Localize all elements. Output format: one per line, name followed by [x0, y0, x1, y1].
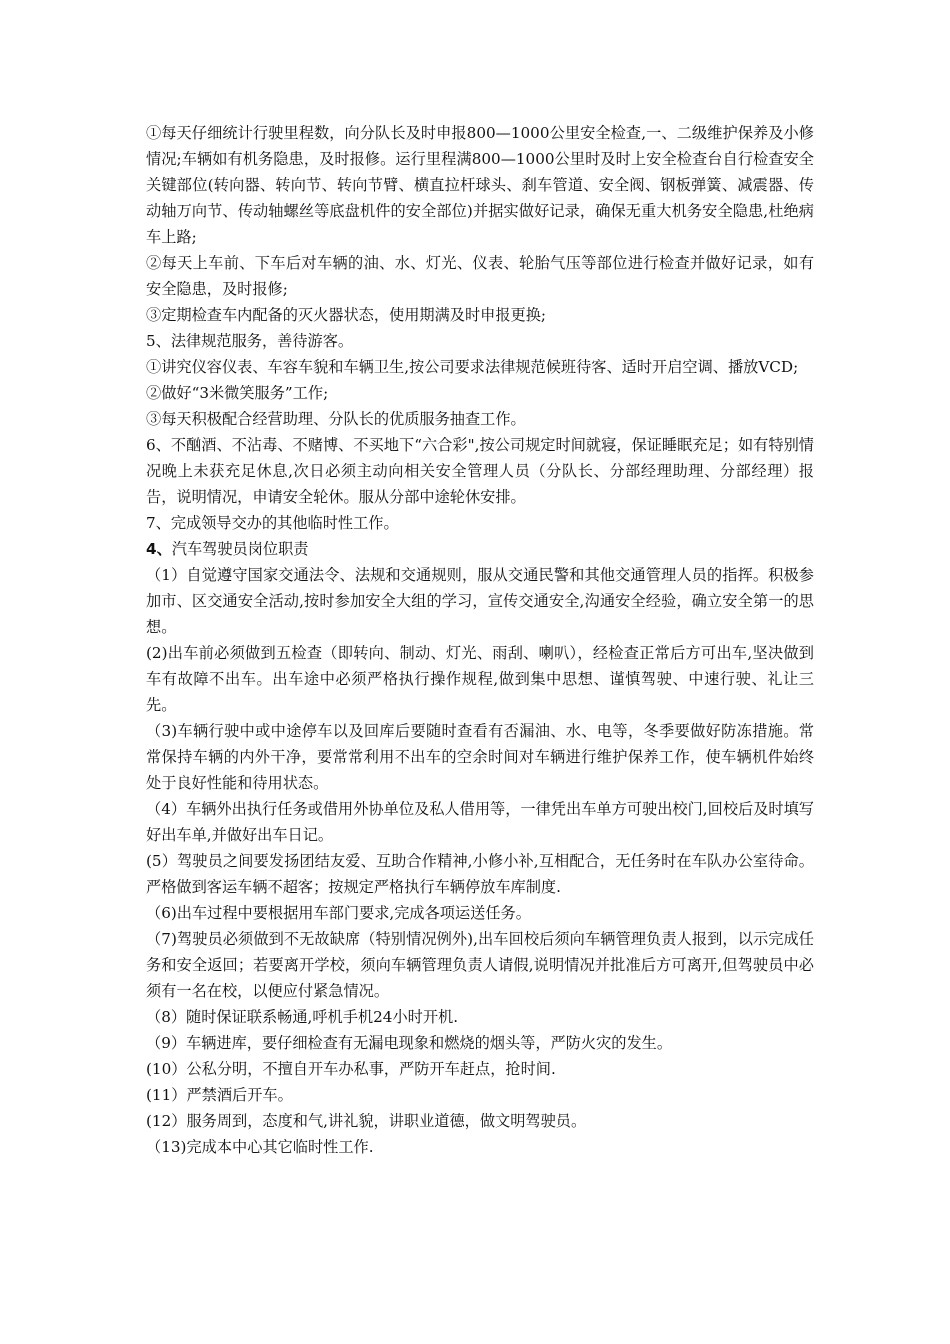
- section-heading-title: 汽车驾驶员岗位职责: [171, 540, 309, 558]
- paragraph-daily-mileage-check: ①每天仔细统计行驶里程数，向分队长及时申报800—1000公里安全检查,一、二级维护保养及小修情况;车辆如有机务隐患，及时报修。运行里程满800—1000公里时及时上安全检查台自行检查安全关键部位(转向器、转向节、转向节臂、横直拉杆球头、刹车管道、安全阀、钢板弹簧、减震器、传动轴万向节、传动轴螺丝等底盘机件的安全部位)并据实做好记录，确保无重大机务安全隐患,杜绝病车上路;: [146, 124, 814, 246]
- duty-item: (5）驾驶员之间要发扬团结友爱、互助合作精神,小修小补,互相配合，无任务时在车队办公室待命。严格做到客运车辆不超客；按规定严格执行车辆停放车库制度.: [146, 852, 814, 896]
- paragraph-fire-extinguisher-check: ③定期检查车内配备的灭火器状态，使用期满及时申报更换;: [146, 306, 546, 324]
- duty-item: (2)出车前必须做到五检查（即转向、制动、灯光、雨刮、喇叭），经检查正常后方可出车,坚决做到车有故障不出车。出车途中必须严格执行操作规程,做到集中思想、谨慎驾驶、中速行驶、礼让三先。: [146, 644, 814, 714]
- document-page: [146, 120, 814, 1160]
- paragraph-pre-trip-inspection: ②每天上车前、下车后对车辆的油、水、灯光、仪表、轮胎气压等部位进行检查并做好记录，如有安全隐患，及时报修;: [146, 254, 814, 298]
- paragraph-smile-service: ②做好“3米微笑服务”工作;: [146, 384, 329, 402]
- paragraph-appearance: ①讲究仪容仪表、车容车貌和车辆卫生,按公司要求法律规范候班待客、适时开启空调、播放VCD;: [146, 358, 799, 376]
- duty-item: （13)完成本中心其它临时性工作.: [146, 1138, 374, 1156]
- duty-item: (10）公私分明，不擅自开车办私事，严防开车赶点，抢时间.: [146, 1060, 556, 1078]
- paragraph-item-7: 7、完成领导交办的其他临时性工作。: [146, 514, 399, 532]
- duty-item: (12）服务周到，态度和气,讲礼貌，讲职业道德，做文明驾驶员。: [146, 1112, 587, 1130]
- duty-item: （3)车辆行驶中或中途停车以及回库后要随时查看有否漏油、水、电等，冬季要做好防冻措施。常常保持车辆的内外干净，要常常利用不出车的空余时间对车辆进行维护保养工作，使车辆机件始终处于良好性能和待用状态。: [146, 722, 814, 792]
- duty-item: （7)驾驶员必须做到不无故缺席（特别情况例外),出车回校后须向车辆管理负责人报到，以示完成任务和安全返回；若要离开学校，须向车辆管理负责人请假,说明情况并批准后方可离开,但驾驶员中必须有一名在校，以便应付紧急情况。: [146, 930, 814, 1000]
- section-heading: [146, 536, 814, 562]
- duty-item: （9）车辆进库，要仔细检查有无漏电现象和燃烧的烟头等，严防火灾的发生。: [146, 1034, 673, 1052]
- paragraph-item-6: 6、不酗酒、不沾毒、不赌博、不买地下“六合彩",按公司规定时间就寝，保证睡眠充足；如有特别情况晚上未获充足休息,次日必须主动向相关安全管理人员（分队长、分部经理助理、分部经理）报告，说明情况，申请安全轮休。服从分部中途轮休安排。: [146, 436, 814, 506]
- duty-item: （4）车辆外出执行任务或借用外协单位及私人借用等，一律凭出车单方可驶出校门,回校后及时填写好出车单,并做好出车日记。: [146, 800, 814, 844]
- duty-item: （8）随时保证联系畅通,呼机手机24小时开机.: [146, 1008, 459, 1026]
- section-heading-number: 4、: [146, 540, 172, 558]
- duty-item: (11）严禁酒后开车。: [146, 1086, 293, 1104]
- paragraph-service-inspection: ③每天积极配合经营助理、分队长的优质服务抽查工作。: [146, 410, 526, 428]
- duty-item: （1）自觉遵守国家交通法令、法规和交通规则，服从交通民警和其他交通管理人员的指挥。积极参加市、区交通安全活动,按时参加安全大组的学习，宣传交通安全,沟通安全经验，确立安全第一的思想。: [146, 566, 814, 636]
- paragraph-item-5: 5、法律规范服务，善待游客。: [146, 332, 354, 350]
- duty-item: （6)出车过程中要根据用车部门要求,完成各项运送任务。: [146, 904, 531, 922]
